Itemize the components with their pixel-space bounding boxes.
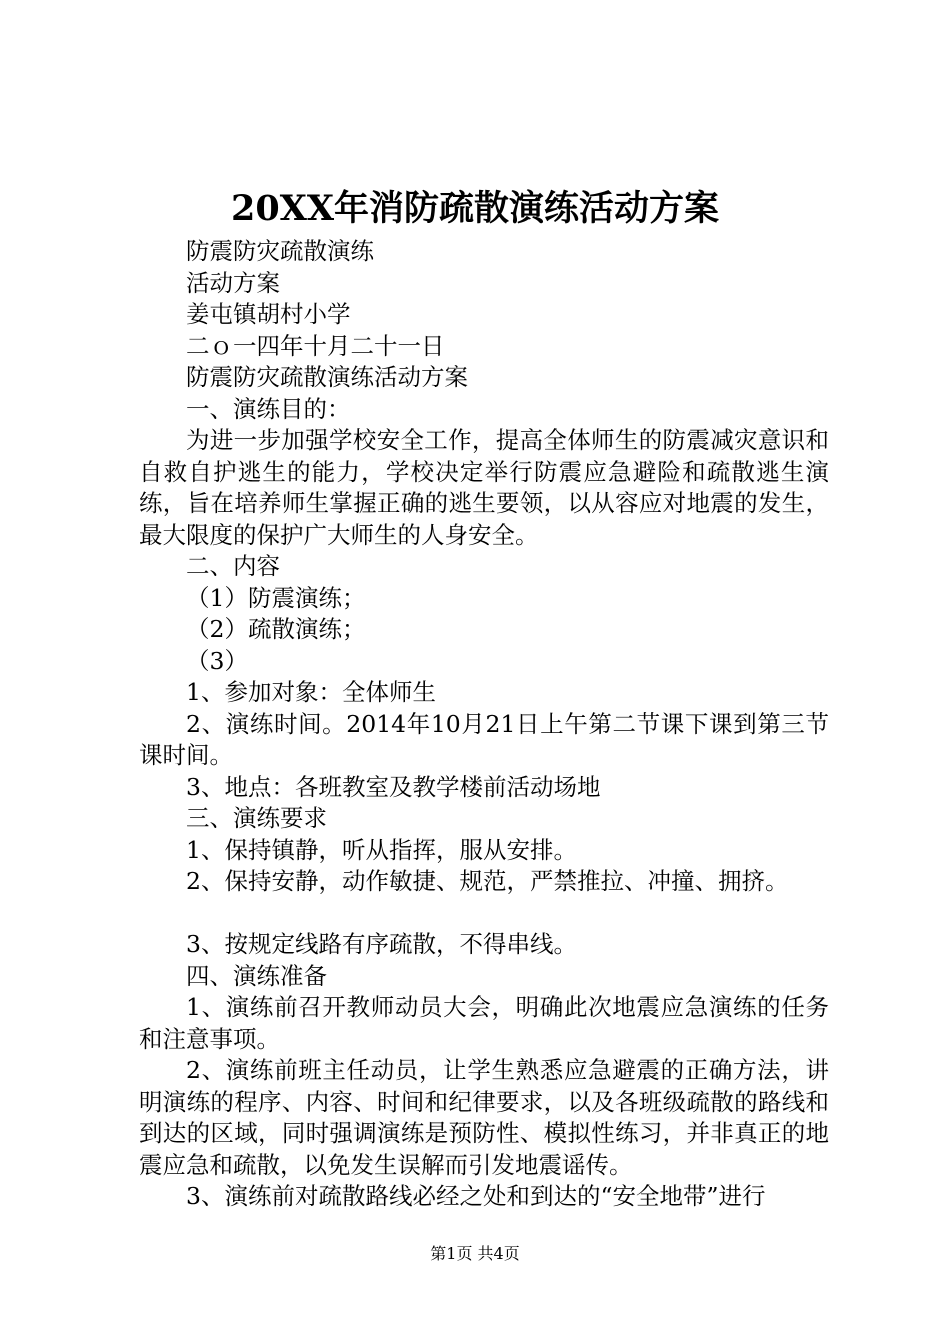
paragraph: 姜屯镇胡村小学 bbox=[186, 300, 351, 328]
list-item: 2、演练前班主任动员，让学生熟悉应急避震的正确方法，讲明演练的程序、内容、时间和纪律要求，以及各班级疏散的路线和到达的区域，同时强调演练是预防性、模拟性练习，并非真正的地震应急和疏散，以免发生误解而引发地震谣传。 bbox=[139, 1056, 829, 1179]
list-item: （1）防震演练； bbox=[186, 583, 366, 612]
list-item: （3） bbox=[186, 646, 248, 675]
paragraph: 为进一步加强学校安全工作，提高全体师生的防震减灾意识和自救自护逃生的能力，学校决定举行防震应急避险和疏散逃生演练，旨在培养师生掌握正确的逃生要领，以从容应对地震的发生，最大限度的保护广大师生的人身安全。 bbox=[139, 426, 829, 549]
paragraph: 二ｏ一四年十月二十一日 bbox=[186, 331, 445, 360]
page-footer: 第1页 共4页 bbox=[430, 1244, 520, 1263]
section-heading: 二、内容 bbox=[186, 552, 280, 580]
list-item: 1、演练前召开教师动员大会，明确此次地震应急演练的任务和注意事项。 bbox=[139, 993, 829, 1053]
list-item: 1、保持镇静，听从指挥，服从安排。 bbox=[186, 835, 577, 864]
list-item: 3、地点：各班教室及教学楼前活动场地 bbox=[186, 772, 601, 801]
list-item: 3、演练前对疏散路线必经之处和到达的“安全地带”进行 bbox=[186, 1182, 766, 1210]
document-title: 20XX年消防疏散演练活动方案 bbox=[230, 188, 720, 229]
section-heading: 四、演练准备 bbox=[186, 961, 327, 990]
document-body bbox=[139, 236, 829, 1213]
paragraph: 防震防灾疏散演练 bbox=[186, 237, 374, 265]
list-item: 2、保持安静，动作敏捷、规范，严禁推拉、冲撞、拥挤。 bbox=[186, 867, 789, 895]
list-item: 1、参加对象：全体师生 bbox=[186, 678, 436, 706]
section-heading: 三、演练要求 bbox=[186, 804, 327, 832]
paragraph: 活动方案 bbox=[186, 268, 280, 297]
list-item: （2）疏散演练； bbox=[186, 615, 366, 643]
list-item: 3、按规定线路有序疏散，不得串线。 bbox=[186, 930, 577, 958]
paragraph: 防震防灾疏散演练活动方案 bbox=[186, 363, 468, 391]
blank-line bbox=[139, 898, 829, 930]
section-heading: 一、演练目的： bbox=[186, 394, 351, 423]
list-item: 2、演练时间。2014年10月21日上午第二节课下课到第三节课时间。 bbox=[139, 709, 829, 769]
